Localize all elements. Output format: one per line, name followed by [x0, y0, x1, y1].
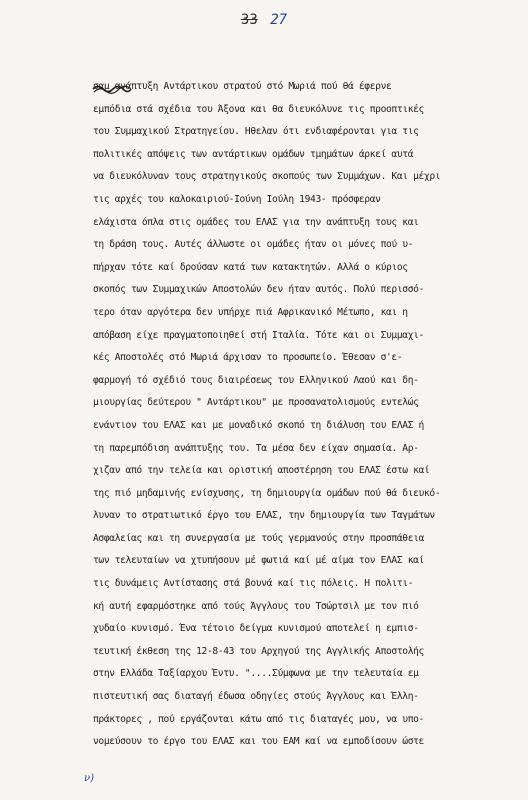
text-line: απόβαση είχε πραγματοποιηθεί στή Ιταλία. Τότε και οι Συμμαχι-: [93, 329, 424, 341]
body-text: [93, 76, 523, 754]
text-line: σαμ ανάπτυξη Αντάρτικου στρατού στό Μωριά πού θά έφερνε: [93, 81, 392, 92]
page-number: [0, 12, 528, 28]
text-line: πιστευτική σας διαταγή έδωσα οδηγίες στούς Άγγλους και Έλλη-: [93, 691, 419, 703]
text-line: ελάχιστα όπλα στις ομάδες του ΕΛΑΣ για την ανάπτυξη τους και: [93, 216, 419, 228]
text-line: των τελευταίων να χτυπήσουν μέ φωτιά καί μέ αίμα τον ΕΛΑΣ καί: [93, 555, 424, 567]
text-line: χυδαίο κυνισμό. Ένα τέτοιο δείγμα κυνισμού αποτελεί η εμπισ-: [93, 623, 419, 635]
text-line: νομεύσουν το έργο του ΕΛΑΣ και του ΕΑΜ καί να εμποδίσουν ώστε: [93, 736, 424, 748]
text-line: κές Αποστολές στό Μωριά άρχισαν το προσωπείο. Έθεσαν σ'ε-: [93, 352, 403, 364]
text-line: τερο όταν αργότερα δεν υπήρχε πιά Αφρικανικό Μέτωπο, και η: [93, 306, 408, 318]
text-line: εμπόδια στά σχέδια του Άξονα και θα διευκόλυνε τις προοπτικές: [93, 103, 424, 115]
text-line: κή αυτή εφαρμόστηκε από τούς Άγγλους του Τσώρτσιλ με τον πιό: [93, 600, 419, 612]
text-line: του Συμμαχικού Στρατηγείου. Ηθελαν ότι ενδιαφέρονται για τις: [93, 126, 419, 138]
text-line: λυναν το στρατιωτικό έργο του ΕΛΑΣ, την δημιουργία των Ταγμάτων: [93, 510, 435, 522]
text-line: πολιτικές απόψεις των αντάρτικων ομάδων τμημάτων άρκεί αυτά: [93, 148, 414, 160]
text-line: πράκτορες , πού εργάζονται κάτω από τις διαταγές μου, να υπο-: [93, 713, 424, 725]
text-line: της πιό μηδαμινής ενίσχυσης, τη δημιουργία ομάδων πού θά διευκό-: [93, 487, 441, 499]
margin-annotation: ν): [84, 773, 94, 784]
text-line: ενάντιον του ΕΛΑΣ και με μοναδικό σκοπό τη διάλυση του ΕΛΑΣ ή: [93, 419, 424, 431]
text-line: φαρμογή τό σχέδιό τους διαιρέσεως του Ελληνικού Λαού και δη-: [93, 374, 419, 386]
text-line: τη παρεμπόδιση ανάπτυξης του. Τα μέσα δεν είχαν σημασία. Αρ-: [93, 442, 419, 454]
handwritten-page-number: 27: [270, 12, 288, 28]
struck-page-number: 33: [240, 12, 258, 28]
text-line: τις αρχές του καλοκαιριού-Ιούνη Ιούλη 1943- πρόσφεραν: [93, 193, 381, 205]
text-line: πήρχαν τότε καί δρούσαν κατά των κατακτητών. Αλλά ο κύριος: [93, 261, 408, 273]
text-line: τευτική έκθεση της 12-8-43 του Αρχηγού της Αγγλικής Αποστολής: [93, 645, 424, 657]
text-line: μιουργίας δεύτερου " Αντάρτικου" με προσανατολισμούς εντελώς: [93, 397, 419, 409]
text-line: Ασφαλείας και τη συνεργασία με τούς γερμανούς στην προσπάθεια: [93, 532, 424, 544]
text-line: σκοπός των Συμμαχικών Αποστολών δεν ήταν αυτός. Πολύ περισσό-: [93, 284, 424, 296]
text-line: χιζαν από την τελεία και οριστική αποστέρηση του ΕΛΑΣ έστω καί: [93, 465, 430, 477]
text-line: τις δυνάμεις Αντίστασης στά βουνά καί τις πόλεις. Η πολιτι-: [93, 578, 414, 590]
text-line: να διευκόλυναν τους στρατηγικούς σκοπούς των Συμμάχων. Και μέχρι: [93, 171, 441, 183]
text-line: στην Ελλάδα Ταξίαρχου Έντυ. "....Σύμφωνα με την τελευταία εμ: [93, 668, 419, 680]
text-line: τη δράση τους. Αυτές άλλωστε οι ομάδες ήταν οι μόνες πού υ-: [93, 239, 414, 251]
